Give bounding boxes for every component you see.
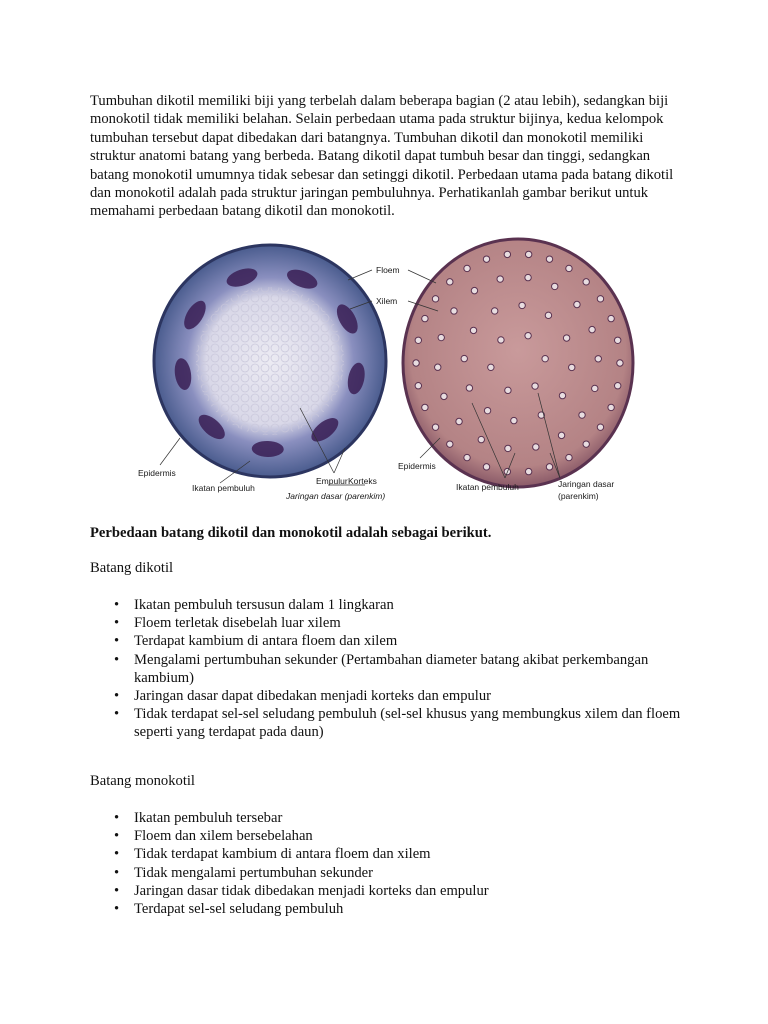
monocot-bundle [558,432,564,438]
monocot-bundle [451,308,457,314]
monocot-bundle [608,404,614,410]
monocot-bundle [438,334,444,340]
intro-paragraph: Tumbuhan dikotil memiliki biji yang terbelah dalam beberapa bagian (2 atau lebih), sedangkan biji monokotil tidak memiliki belahan. Selain perbedaan utama pada struktur bijinya, kedua kelompok tumbuhan tersebut dapat dibedakan dari batangnya. Tumbuhan dikotil dan monokotil memiliki struktur anatomi batang yang berbeda. Batang dikotil dapat tumbuh besar dan tinggi, sedangkan batang monokotil umumnya tidak sebesar dan setinggi dikotil. Perbedaan utama pada batang dikotil dan monokotil adalah pada struktur jaringan pembuluhnya. Perhatikanlah gambar berikut untuk memahami perbedaan batang dikotil dan monokotil. [90,93,674,220]
monocot-bundle [525,251,531,257]
monocot-bundle [466,385,472,391]
list-item: • Terdapat kambium di antara floem dan xilem [114,633,398,650]
list-item: • Ikatan pembuluh tersusun dalam 1 lingkaran [114,597,394,613]
monocot-bundle [504,251,510,257]
monocot-bundle [464,454,470,460]
monocot-bundle [566,265,572,271]
monocot-bundle [542,355,548,361]
monokotil-title: Batang monokotil [90,773,195,789]
monocot-bundle [546,464,552,470]
monocot-bundle [483,464,489,470]
list-item: • Floem dan xilem bersebelahan [114,828,313,845]
label-korteks: Korteks [348,476,377,486]
label-jaringan-right-1: Jaringan dasar [558,479,615,489]
monocot-bundle [471,287,477,293]
monocot-bundle [589,326,595,332]
monocot-bundle [483,256,489,262]
monocot-bundle [435,364,441,370]
monocot-bundle [597,424,603,430]
monocot-bundle [592,385,598,391]
monocot-bundle [447,279,453,285]
monocot-bundle [422,404,428,410]
monocot-bundle [614,337,620,343]
monocot-bundle [519,302,525,308]
monocot-bundle [574,301,580,307]
monocot-bundle [511,417,517,423]
label-jaringan-left: Jaringan dasar (parenkim) [286,491,386,501]
list-item: • Tidak terdapat sel-sel seludang pembuluh (sel-sel khusus yang membungkus xilem dan floem seperti yang terdapat pada daun) [114,706,681,741]
list-item: • Jaringan dasar dapat dibedakan menjadi korteks dan empulur [114,688,492,705]
monocot-bundle [505,445,511,451]
monocot-bundle [546,256,552,262]
monocot-bundle [559,392,565,398]
monocot-bundle [525,468,531,474]
monocot-bundle [461,355,467,361]
list-item: • Floem terletak disebelah luar xilem [114,615,341,632]
monocot-bundle [545,312,551,318]
monocot-bundle [432,424,438,430]
monocot-bundle [497,276,503,282]
monocot-bundle [456,418,462,424]
monocot-bundle [484,407,490,413]
monocot-bundle [464,265,470,271]
monocot-bundle [415,383,421,389]
monokotil-list [92,809,692,918]
monocot-bundle [532,383,538,389]
monocot-bundle [505,387,511,393]
figure-svg [120,233,649,506]
monocot-bundle [614,383,620,389]
monocot-bundle [597,296,603,302]
list-item: • Tidak terdapat kambium di antara floem dan xilem [114,846,431,863]
monocot-bundle [447,441,453,447]
list-item: • Jaringan dasar tidak dibedakan menjadi korteks dan empulur [114,882,489,899]
monocot-stem-image [403,239,633,487]
list-item: • Mengalami pertumbuhan sekunder (Pertambahan diameter batang akibat perkembangan kambium) [114,651,649,686]
monocot-bundle [498,337,504,343]
monocot-bundle [569,364,575,370]
monocot-bundle [608,315,614,321]
monocot-bundle [579,412,585,418]
monocot-bundle [478,436,484,442]
list-item: • Tidak mengalami pertumbuhan sekunder [114,864,373,881]
monocot-bundle [441,393,447,399]
label-empulur: Empulur [316,476,348,486]
monocot-bundle [422,315,428,321]
label-epidermis-left: Epidermis [138,468,176,478]
monocot-bundle [617,360,623,366]
monocot-bundle [432,296,438,302]
monocot-bundle [583,441,589,447]
list-item: • Ikatan pembuluh tersebar [114,810,283,826]
monocot-bundle [566,454,572,460]
monocot-bundle [525,274,531,280]
monocot-bundle [413,360,419,366]
monocot-bundle [488,364,494,370]
list-item: • Terdapat sel-sel seludang pembuluh [114,901,344,918]
label-ikatan-left: Ikatan pembuluh [192,483,255,493]
stem-cross-section-figure [120,233,649,506]
label-ikatan-right: Ikatan pembuluh [456,482,519,492]
monocot-bundle [470,327,476,333]
section-heading: Perbedaan batang dikotil dan monokotil adalah sebagai berikut. [90,525,492,541]
monocot-bundle [583,279,589,285]
monocot-bundle [552,283,558,289]
monocot-bundle [415,337,421,343]
monocot-bundle [491,308,497,314]
monocot-bundle [595,356,601,362]
monocot-bundle [533,444,539,450]
monocot-bundle [563,335,569,341]
label-floem: Floem [376,265,400,275]
label-epidermis-right: Epidermis [398,461,436,471]
monocot-bundle [525,332,531,338]
dikotil-list [92,596,692,742]
label-jaringan-right-2: (parenkim) [558,491,599,501]
dikotil-title: Batang dikotil [90,560,174,576]
dicot-stem-image [154,245,386,477]
label-xilem: Xilem [376,296,398,306]
